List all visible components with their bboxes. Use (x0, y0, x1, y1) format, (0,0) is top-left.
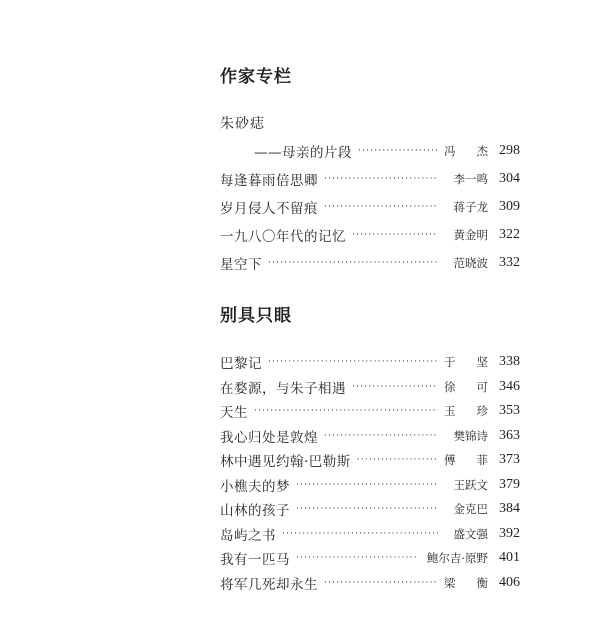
entry-author: 金克巴 (453, 502, 488, 516)
entry-author: 鲍尔吉·原野 (426, 551, 488, 565)
entry-page: 338 (499, 354, 520, 369)
entry-page: 353 (499, 403, 520, 418)
leader-dots (296, 504, 438, 514)
entry-title: 山林的孩子 (220, 503, 290, 519)
entry-author-char: 衡 (476, 576, 488, 590)
entry-title: 每逢暮雨倍思卿 (220, 173, 318, 189)
entry-page: 379 (499, 477, 520, 492)
subgroup-title: 朱砂痣 (220, 116, 265, 132)
entry-author-char: 菲 (476, 453, 488, 467)
entry-page: 384 (499, 501, 520, 516)
toc-entry[interactable] (220, 450, 520, 470)
entry-author: 黄金明 (453, 228, 488, 242)
toc-entry[interactable] (220, 499, 520, 519)
toc-entry[interactable] (220, 225, 520, 245)
entry-author: 冯 杰 (444, 144, 488, 158)
entry-page: 392 (499, 526, 520, 541)
leader-dots (282, 529, 438, 539)
entry-author: 徐 可 (444, 380, 488, 394)
section-title: 作家专栏 (220, 67, 292, 87)
leader-dots (324, 578, 438, 588)
entry-author-char: 可 (476, 380, 488, 394)
entry-title: 我心归处是敦煌 (220, 430, 318, 446)
entry-page: 309 (499, 199, 520, 214)
entry-title: 在婺源，与朱子相遇 (220, 381, 346, 397)
entry-title: 星空下 (220, 257, 262, 273)
toc-entry[interactable] (220, 573, 520, 593)
entry-author: 范晓波 (453, 256, 488, 270)
entry-title: 将军几死却永生 (220, 577, 318, 593)
entry-author: 傅 菲 (444, 453, 488, 467)
entry-author: 王跃文 (453, 478, 488, 492)
leader-dots (268, 357, 438, 367)
entry-title: 一九八〇年代的记忆 (220, 229, 346, 245)
entry-title: 岁月侵人不留痕 (220, 201, 318, 217)
leader-dots (352, 382, 438, 392)
entry-page: 406 (499, 575, 520, 590)
entry-author: 李一鸣 (453, 172, 488, 186)
toc-entry[interactable] (220, 141, 520, 161)
entry-page: 363 (499, 428, 520, 443)
entry-author-char: 珍 (476, 404, 488, 418)
entry-title: 天生 (220, 405, 248, 421)
entry-page: 304 (499, 171, 520, 186)
leader-dots (268, 258, 438, 268)
leader-dots (352, 230, 438, 240)
leader-dots (357, 455, 438, 465)
toc-entry[interactable] (220, 401, 520, 421)
entry-title: ——母亲的片段 (254, 145, 352, 161)
entry-author: 于 坚 (444, 355, 488, 369)
entry-page: 332 (499, 255, 520, 270)
leader-dots (254, 406, 438, 416)
toc-entry[interactable] (220, 169, 520, 189)
leader-dots (324, 431, 438, 441)
entry-page: 298 (499, 143, 520, 158)
toc-entry[interactable] (220, 548, 520, 568)
entry-title: 小樵夫的梦 (220, 479, 290, 495)
toc-entry[interactable] (220, 426, 520, 446)
entry-title: 岛屿之书 (220, 528, 276, 544)
toc-entry[interactable] (220, 524, 520, 544)
entry-page: 401 (499, 550, 520, 565)
toc-entry[interactable] (220, 253, 520, 273)
leader-dots (358, 146, 438, 156)
entry-author: 樊锦诗 (453, 429, 488, 443)
entry-title: 林中遇见约翰·巴勒斯 (220, 454, 351, 470)
leader-dots (324, 174, 438, 184)
leader-dots (296, 480, 438, 490)
entry-title: 巴黎记 (220, 356, 262, 372)
entry-page: 322 (499, 227, 520, 242)
toc-entry[interactable] (220, 475, 520, 495)
entry-author: 玉 珍 (444, 404, 488, 418)
entry-author: 梁 衡 (444, 576, 488, 590)
leader-dots (324, 202, 438, 212)
leader-dots (296, 553, 418, 563)
toc-entry[interactable] (220, 197, 520, 217)
entry-title: 我有一匹马 (220, 552, 290, 568)
entry-author-char: 坚 (476, 355, 488, 369)
entry-page: 373 (499, 452, 520, 467)
entry-author-char: 杰 (476, 144, 488, 158)
toc-entry[interactable] (220, 377, 520, 397)
toc-entry[interactable] (220, 352, 520, 372)
entry-author: 蒋子龙 (453, 200, 488, 214)
section-title: 别具只眼 (220, 306, 292, 326)
entry-page: 346 (499, 379, 520, 394)
entry-author: 盛文强 (453, 527, 488, 541)
